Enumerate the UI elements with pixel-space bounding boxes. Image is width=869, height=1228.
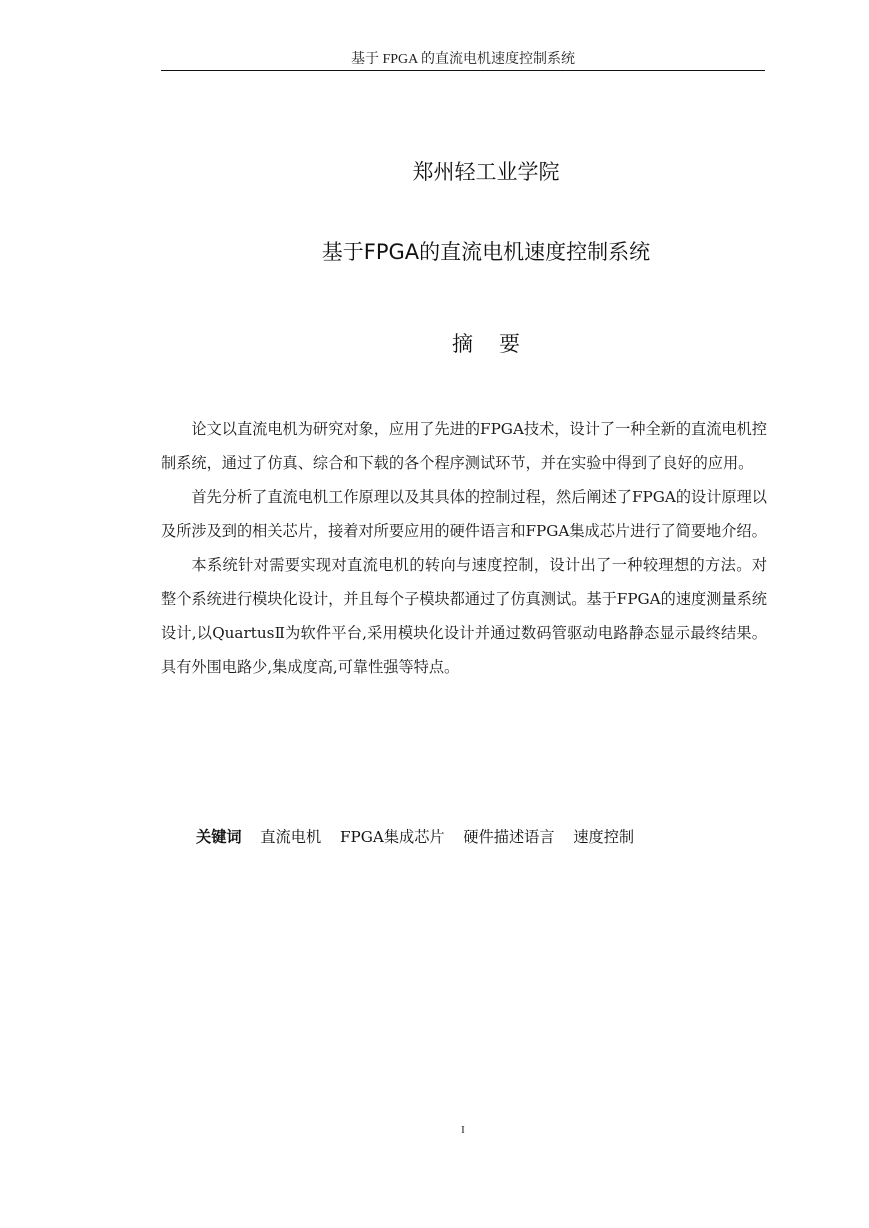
abstract-paragraph-2: 首先分析了直流电机工作原理以及其具体的控制过程，然后阐述了FPGA的设计原理以及所涉及到的相关芯片，接着对所要应用的硬件语言和FPGA集成芯片进行了简要地介绍。 bbox=[161, 488, 767, 540]
page-number: I bbox=[461, 1124, 465, 1136]
running-header: 基于 FPGA 的直流电机速度控制系统 bbox=[350, 52, 576, 67]
header-rule bbox=[161, 70, 765, 71]
abstract-body bbox=[161, 412, 767, 684]
school-name: 郑州轻工业学院 bbox=[412, 160, 560, 184]
keywords-line bbox=[196, 824, 648, 850]
keyword-item: FPGA集成芯片 bbox=[339, 828, 445, 846]
abstract-paragraph-1: 论文以直流电机为研究对象，应用了先进的FPGA技术，设计了一种全新的直流电机控制系统，通过了仿真、综合和下载的各个程序测试环节，并在实验中得到了良好的应用。 bbox=[161, 420, 767, 472]
keyword-item: 速度控制 bbox=[573, 828, 635, 846]
thesis-title: 基于FPGA的直流电机速度控制系统 bbox=[321, 240, 651, 264]
keyword-item: 硬件描述语言 bbox=[463, 828, 555, 846]
abstract-paragraph-3: 本系统针对需要实现对直流电机的转向与速度控制，设计出了一种较理想的方法。对整个系统进行模块化设计，并且每个子模块都通过了仿真测试。基于FPGA的速度测量系统设计,以QuartusⅡ为软件平台,采用模块化设计并通过数码管驱动电路静态显示最终结果。具有外围电路少,集成度高,可靠性强等特点。 bbox=[161, 556, 767, 676]
keywords-label: 关键词 bbox=[196, 828, 242, 846]
keyword-item: 直流电机 bbox=[260, 828, 322, 846]
abstract-heading: 摘要 bbox=[452, 332, 546, 356]
